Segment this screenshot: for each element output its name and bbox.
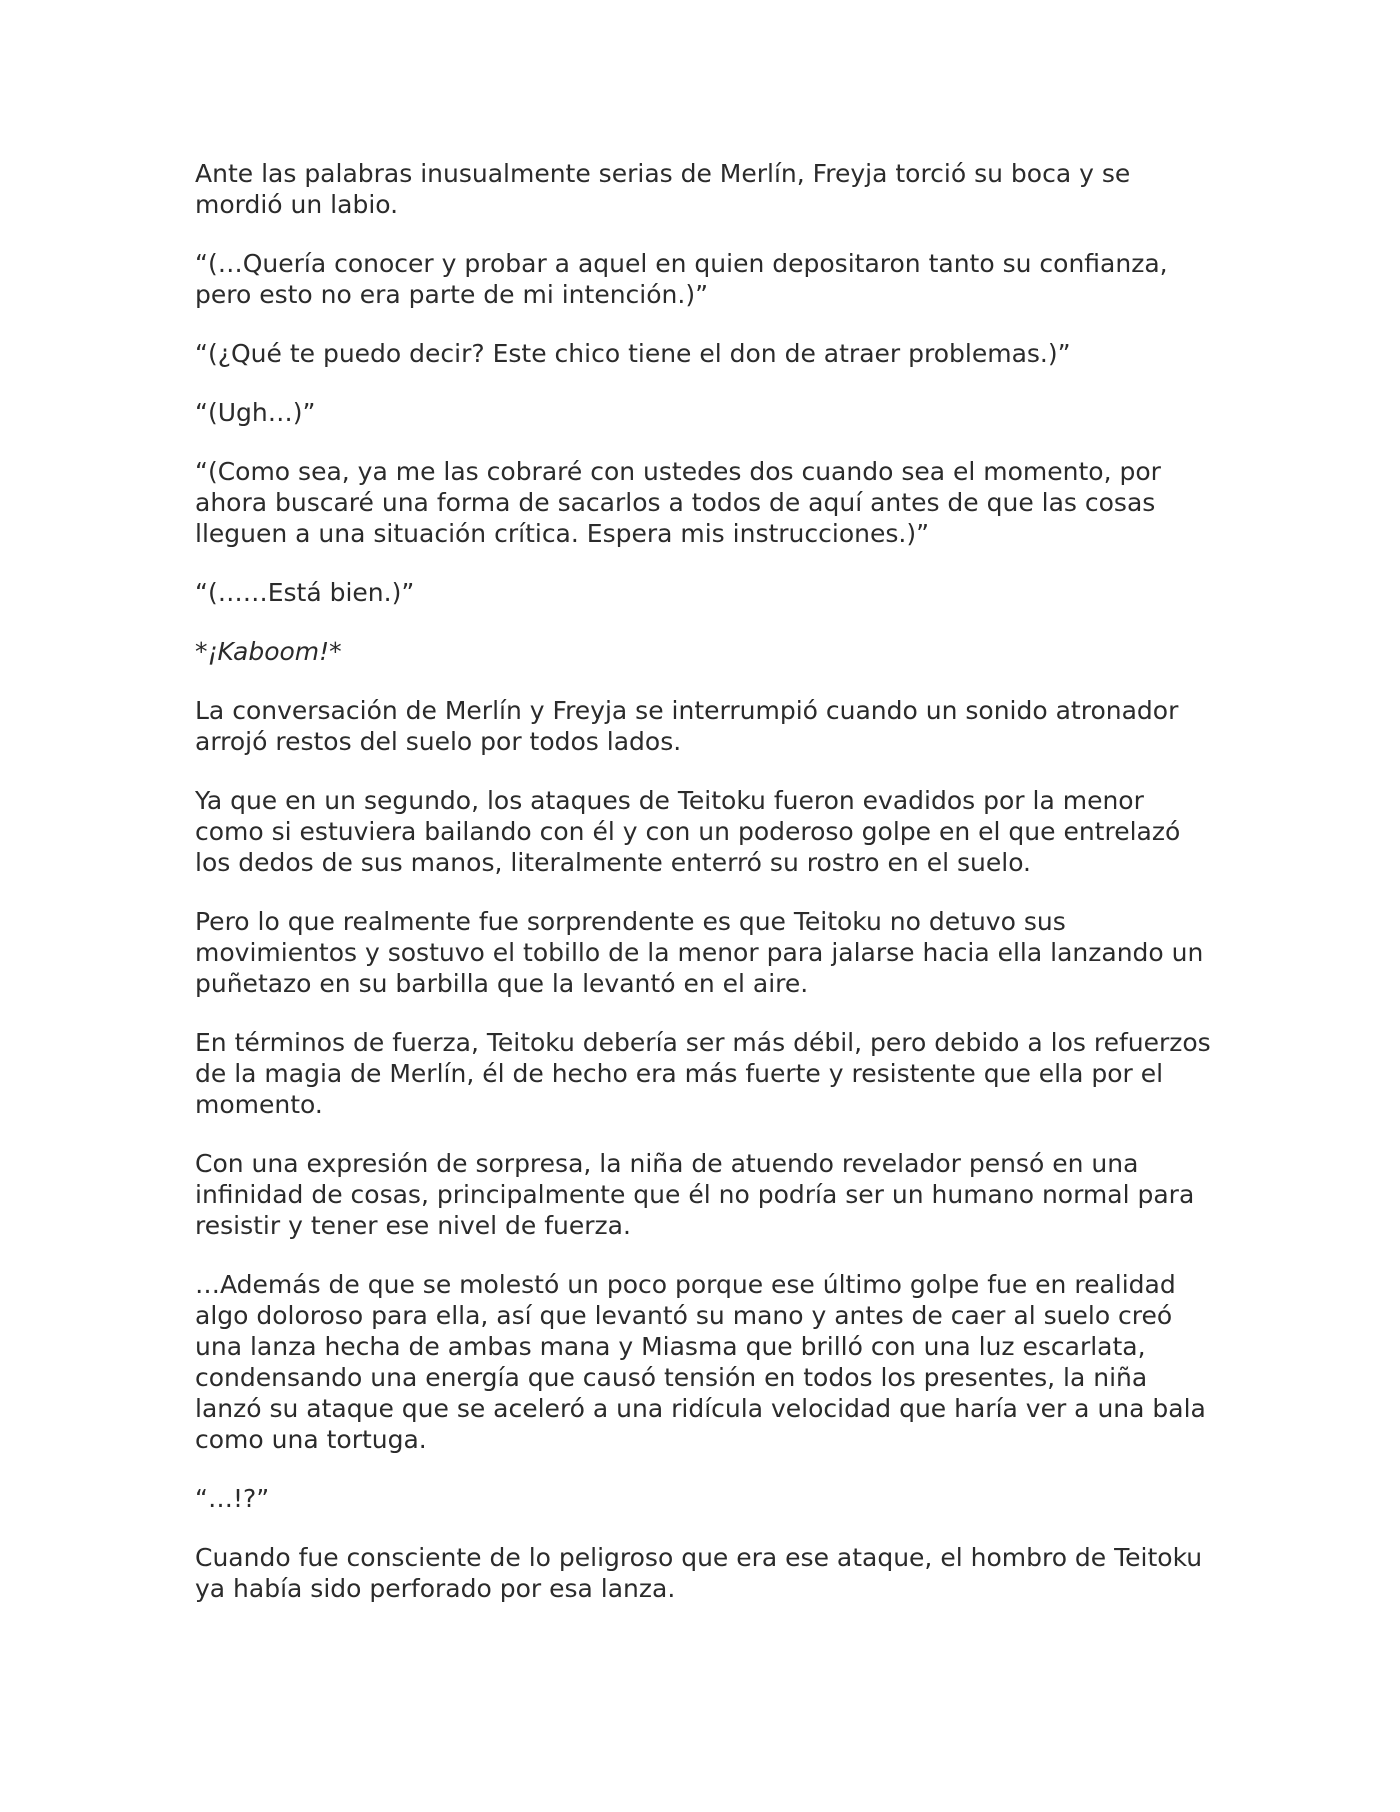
paragraph-11: En términos de fuerza, Teitoku debería ser más débil, pero debido a los refuerzos de la magia de Merlín, él de hecho era más fuerte y resistente que ella por el momento. [195, 1028, 1211, 1119]
paragraph-6: “(……Está bien.)” [195, 578, 415, 607]
paragraph-13: …Además de que se molestó un poco porque ese último golpe fue en realidad algo doloroso para ella, así que levantó su mano y antes de caer al suelo creó una lanza hecha de ambas mana y Miasma que brilló con una luz escarlata, condensando una energía que causó tensión en todos los presentes, la niña lanzó su ataque que se aceleró a una ridícula velocidad que haría ver a una bala como una tortuga. [195, 1270, 1206, 1454]
paragraph-10: Pero lo que realmente fue sorprendente es que Teitoku no detuvo sus movimientos y sostuvo el tobillo de la menor para jalarse hacia ella lanzando un puñetazo en su barbilla que la levantó en el aire. [195, 907, 1204, 998]
paragraph-14: “…!?” [195, 1484, 270, 1513]
paragraph-8: La conversación de Merlín y Freyja se interrumpió cuando un sonido atronador arrojó restos del suelo por todos lados. [195, 696, 1179, 756]
paragraph-15: Cuando fue consciente de lo peligroso que era ese ataque, el hombro de Teitoku ya había sido perforado por esa lanza. [195, 1543, 1203, 1603]
paragraph-9: Ya que en un segundo, los ataques de Teitoku fueron evadidos por la menor como si estuviera bailando con él y con un poderoso golpe en el que entrelazó los dedos de sus manos, literalmente enterró su rostro en el suelo. [195, 786, 1181, 877]
paragraph-12: Con una expresión de sorpresa, la niña de atuendo revelador pensó en una infinidad de cosas, principalmente que él no podría ser un humano normal para resistir y tener ese nivel de fuerza. [195, 1149, 1195, 1240]
paragraph-1: Ante las palabras inusualmente serias de Merlín, Freyja torció su boca y se mordió un labio. [195, 159, 1131, 219]
sound-effect-kaboom: *¡Kaboom!* [195, 637, 342, 666]
paragraph-3: “(¿Qué te puedo decir? Este chico tiene el don de atraer problemas.)” [195, 339, 1071, 368]
paragraph-4: “(Ugh…)” [195, 398, 316, 427]
paragraph-2: “(…Quería conocer y probar a aquel en quien depositaron tanto su confianza, pero esto no era parte de mi intención.)” [195, 249, 1168, 309]
paragraph-5: “(Como sea, ya me las cobraré con ustedes dos cuando sea el momento, por ahora buscaré una forma de sacarlos a todos de aquí antes de que las cosas lleguen a una situación crítica. Espera mis instrucciones.)” [195, 457, 1161, 548]
document-body [195, 158, 1215, 1632]
